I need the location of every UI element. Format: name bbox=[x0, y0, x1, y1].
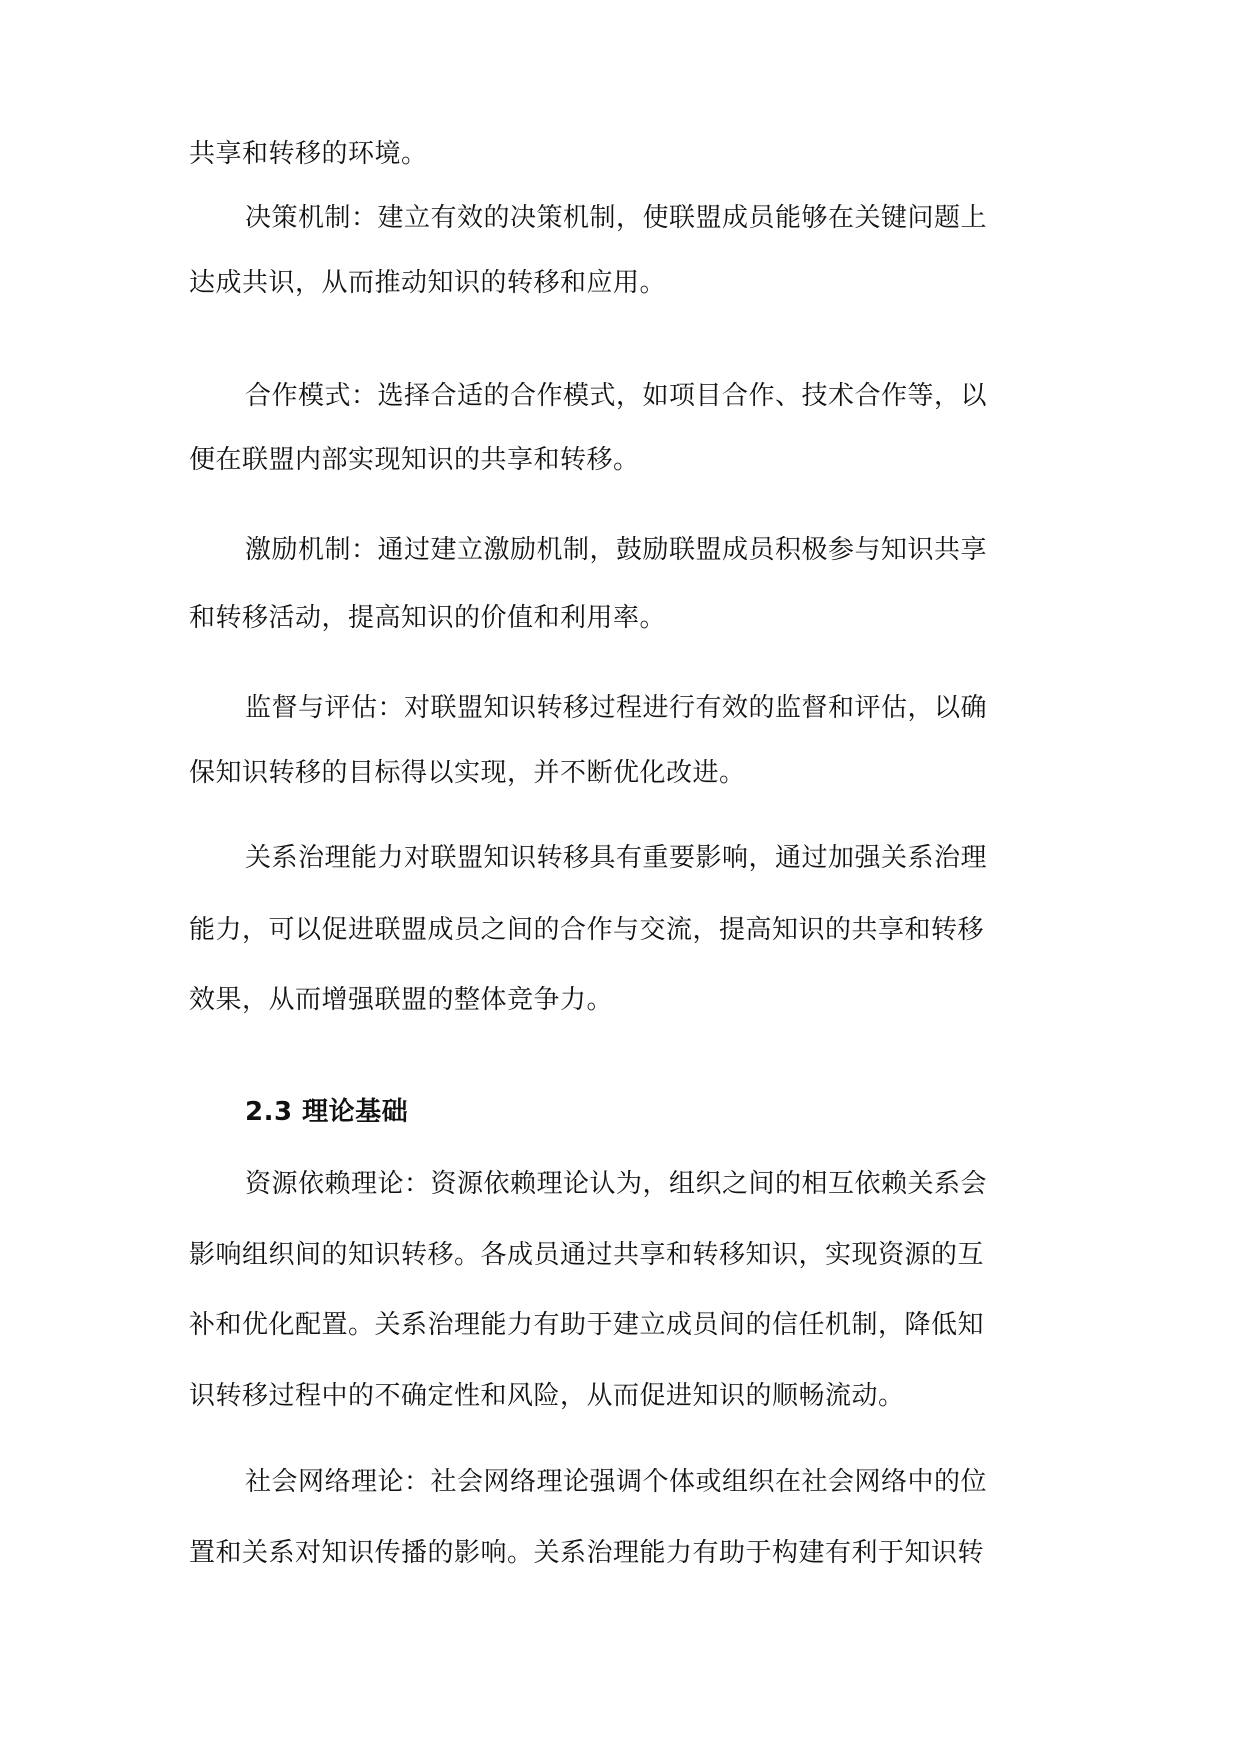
paragraph-line: 保知识转移的目标得以实现，并不断优化改进。 bbox=[189, 758, 746, 788]
paragraph-line: 达成共识，从而推动知识的转移和应用。 bbox=[189, 268, 667, 298]
paragraph-line: 便在联盟内部实现知识的共享和转移。 bbox=[189, 445, 640, 475]
paragraph-line: 社会网络理论：社会网络理论强调个体或组织在社会网络中的位 bbox=[245, 1467, 988, 1497]
paragraph-line: 监督与评估：对联盟知识转移过程进行有效的监督和评估，以确 bbox=[245, 693, 988, 723]
paragraph-line: 共享和转移的环境。 bbox=[189, 139, 428, 169]
section-heading: 2.3 理论基础 bbox=[245, 1097, 409, 1127]
paragraph-line: 补和优化配置。关系治理能力有助于建立成员间的信任机制，降低知 bbox=[189, 1310, 985, 1340]
paragraph-line: 关系治理能力对联盟知识转移具有重要影响，通过加强关系治理 bbox=[245, 843, 988, 873]
paragraph-line: 合作模式：选择合适的合作模式，如项目合作、技术合作等，以 bbox=[245, 381, 988, 411]
paragraph-line: 激励机制：通过建立激励机制，鼓励联盟成员积极参与知识共享 bbox=[245, 535, 988, 565]
paragraph-line: 影响组织间的知识转移。各成员通过共享和转移知识，实现资源的互 bbox=[189, 1240, 985, 1270]
paragraph-line: 置和关系对知识传播的影响。关系治理能力有助于构建有利于知识转 bbox=[189, 1538, 985, 1568]
paragraph-line: 识转移过程中的不确定性和风险，从而促进知识的顺畅流动。 bbox=[189, 1381, 905, 1411]
paragraph-line: 资源依赖理论：资源依赖理论认为，组织之间的相互依赖关系会 bbox=[245, 1169, 988, 1199]
paragraph-line: 决策机制：建立有效的决策机制，使联盟成员能够在关键问题上 bbox=[245, 203, 988, 233]
paragraph-line: 效果，从而增强联盟的整体竞争力。 bbox=[189, 985, 614, 1015]
paragraph-line: 和转移活动，提高知识的价值和利用率。 bbox=[189, 603, 667, 633]
paragraph-line: 能力，可以促进联盟成员之间的合作与交流，提高知识的共享和转移 bbox=[189, 915, 985, 945]
